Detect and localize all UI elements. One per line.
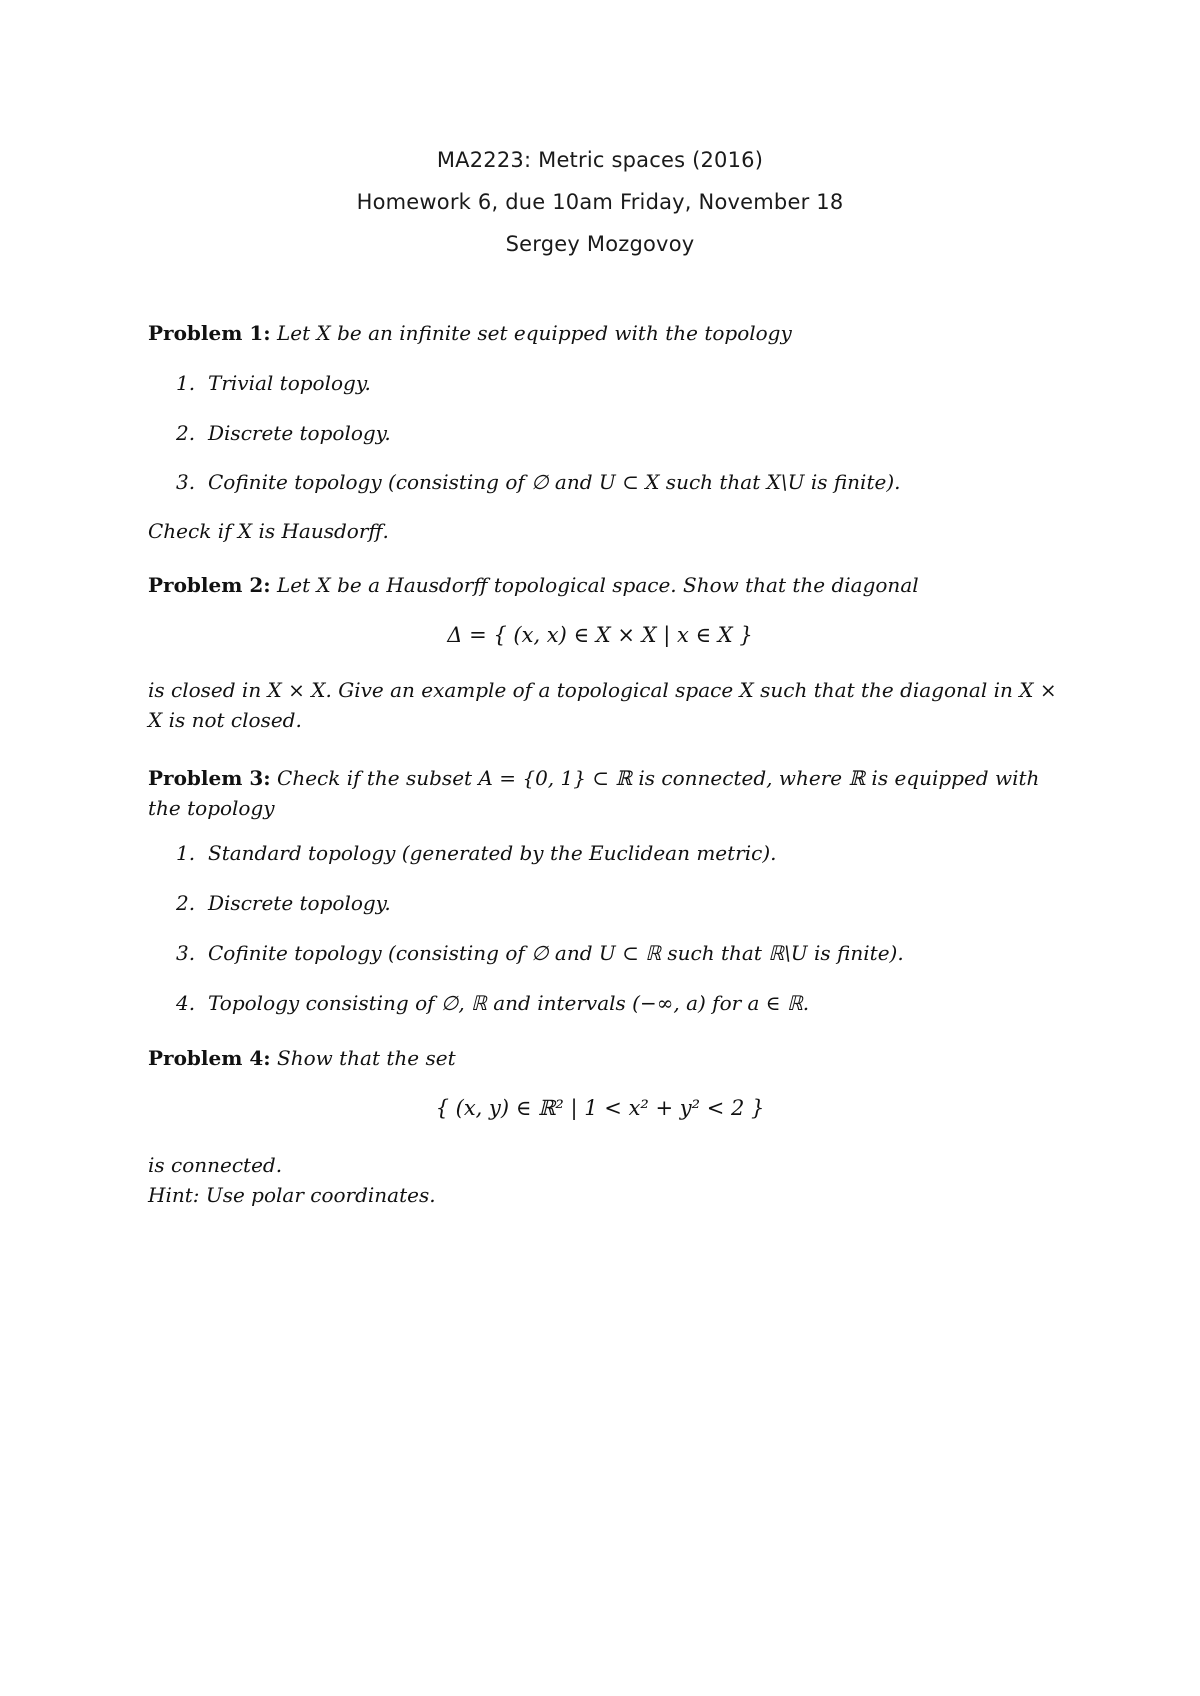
problem-4-hint: Hint: Use polar coordinates. — [148, 1183, 436, 1207]
problem-3-label: Problem 3: — [148, 766, 271, 790]
problem-4-text: Show that the set — [277, 1046, 456, 1070]
course-title: MA2223: Metric spaces (2016) — [436, 148, 764, 172]
homework-title: Homework 6, due 10am Friday, November 18 — [356, 190, 844, 214]
problem-3-item-1: 1. Standard topology (generated by the Euclidean metric). — [176, 841, 777, 865]
problem-1-closing: Check if X is Hausdorff. — [148, 519, 389, 543]
problem-1-item-3: 3. Cofinite topology (consisting of ∅ and U ⊂ X such that X\U is finite). — [176, 470, 901, 494]
problem-1-label: Problem 1: — [148, 321, 271, 345]
problem-1-text: Let X be an infinite set equipped with the topology — [277, 321, 792, 345]
problem-4-label: Problem 4: — [148, 1046, 271, 1070]
problem-1-item-2: 2. Discrete topology. — [176, 421, 391, 445]
problem-3-item-4: 4. Topology consisting of ∅, ℝ and intervals (−∞, a) for a ∈ ℝ. — [176, 991, 810, 1015]
problem-1-item-1: 1. Trivial topology. — [176, 371, 371, 395]
author-name: Sergey Mozgovoy — [505, 232, 695, 256]
problem-2-text: Let X be a Hausdorff topological space. Show that the diagonal — [277, 573, 919, 597]
problem-4-intro — [148, 1045, 1068, 1071]
problem-3-item-3: 3. Cofinite topology (consisting of ∅ and U ⊂ ℝ such that ℝ\U is finite). — [176, 941, 904, 965]
annulus-formula: { (x, y) ∈ ℝ² | 1 < x² + y² < 2 } — [435, 1096, 765, 1120]
problem-1-intro — [148, 320, 1068, 346]
problem-2-intro — [148, 572, 1068, 598]
problem-2-label: Problem 2: — [148, 573, 271, 597]
problem-3-intro — [148, 763, 1068, 823]
problem-4-closing: is connected. — [148, 1153, 283, 1177]
diagonal-formula: Δ = { (x, x) ∈ X × X | x ∈ X } — [447, 623, 753, 647]
problem-2-body: is closed in X × X. Give an example of a topological space X such that the diagonal in X × X is not closed. — [148, 678, 1057, 732]
problem-3-text: Check if the subset A = {0, 1} ⊂ ℝ is connected, where ℝ is equipped with the topology — [148, 766, 1040, 820]
problem-3-item-2: 2. Discrete topology. — [176, 891, 391, 915]
